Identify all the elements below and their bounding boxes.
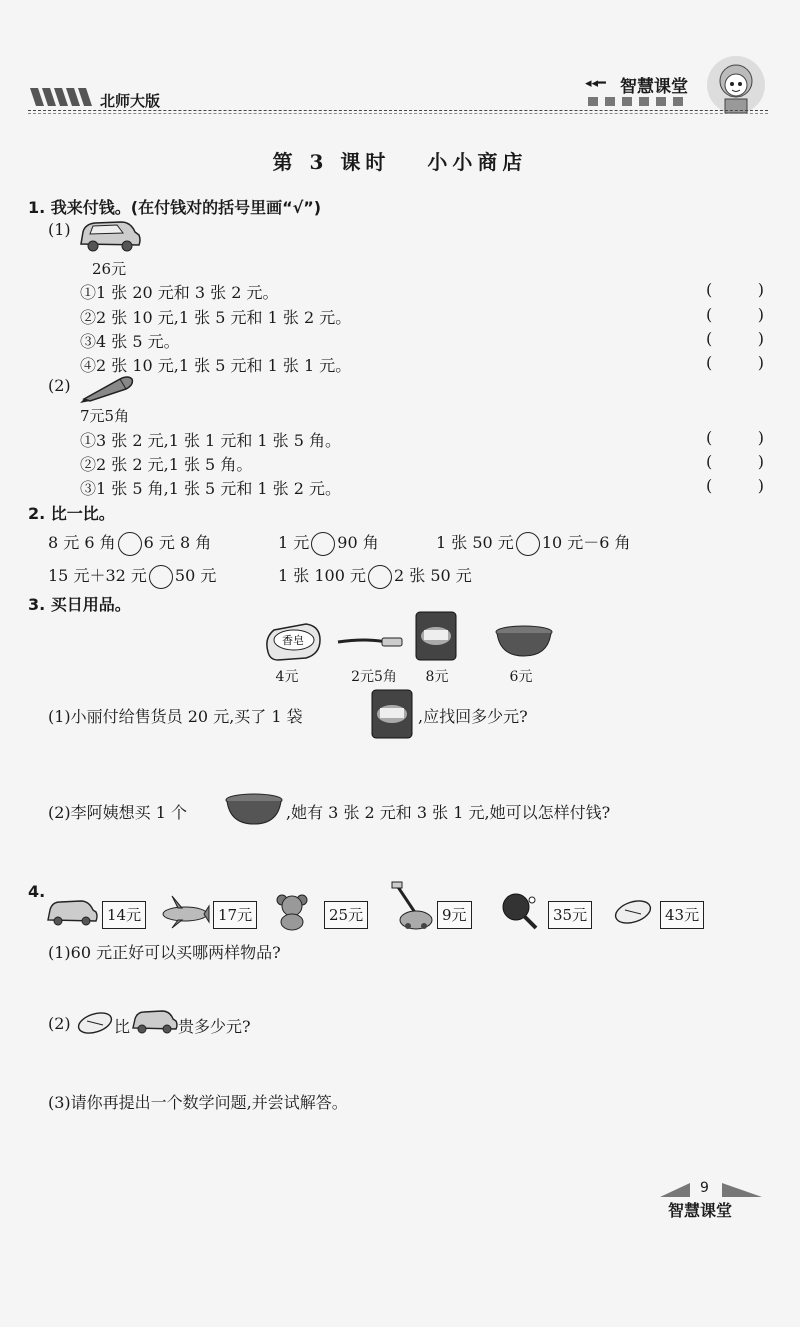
compare-item: 1 元 90 角 — [278, 530, 379, 556]
ping-pong-paddle-icon — [500, 892, 540, 932]
compare-circle[interactable] — [516, 532, 540, 556]
pen-icon — [80, 373, 136, 403]
washbasin-icon — [494, 624, 554, 660]
compare-circle[interactable] — [149, 565, 173, 589]
car-icon — [77, 218, 143, 254]
football-icon — [76, 1010, 114, 1036]
answer-parentheses[interactable]: ( ) — [706, 452, 764, 471]
toothbrush-price: 2元5角 — [351, 669, 397, 685]
football-icon — [613, 898, 653, 926]
detergent-price: 8元 — [425, 669, 449, 685]
toy-airplane-icon — [160, 894, 210, 930]
q1-p2-option: ①3 张 2 元,1 张 1 元和 1 张 5 角。 — [80, 431, 342, 450]
q1-p1-option: ③4 张 5 元。 — [80, 332, 180, 351]
vacuum-price-tag: 9元 — [437, 901, 472, 929]
paddle-price-tag: 35元 — [548, 901, 592, 929]
footer-brand: 智慧课堂 — [668, 1201, 733, 1220]
q1-p1-option: ②2 张 10 元,1 张 5 元和 1 张 2 元。 — [80, 308, 352, 327]
q4-sub3-text: (3)请你再提出一个数学问题,并尝试解答。 — [48, 1093, 348, 1112]
basin-price: 6元 — [509, 669, 533, 685]
q1-part1-number: (1) — [48, 220, 71, 239]
car-icon — [45, 898, 99, 928]
soap-label: 香皂 — [282, 634, 304, 647]
q2-heading: 2. 比一比。 — [28, 504, 115, 523]
q4-sub2-compare: 比 — [114, 1017, 131, 1036]
soap-price: 4元 — [275, 669, 299, 685]
lesson-title: 第 3 课时 小小商店 — [272, 150, 528, 174]
compare-item: 15 元＋32 元 50 元 — [48, 563, 216, 589]
q3-sub2-text-end: ,她有 3 张 2 元和 3 张 1 元,她可以怎样付钱? — [286, 803, 611, 822]
answer-parentheses[interactable]: ( ) — [706, 329, 764, 348]
edition-label: 北师大版 — [100, 92, 161, 110]
footer-left-triangle — [660, 1183, 690, 1197]
q4-heading: 4. — [28, 882, 46, 901]
header-stripes-decoration — [30, 88, 90, 106]
q1-p2-option: ③1 张 5 角,1 张 5 元和 1 张 2 元。 — [80, 479, 342, 498]
footer-right-triangle — [722, 1183, 762, 1197]
answer-parentheses[interactable]: ( ) — [706, 305, 764, 324]
car-price-tag: 14元 — [102, 901, 146, 929]
q1-part2-number: (2) — [48, 376, 71, 395]
car-icon — [130, 1008, 178, 1036]
answer-parentheses[interactable]: ( ) — [706, 476, 764, 495]
detergent-bag-icon — [370, 688, 414, 740]
answer-parentheses[interactable]: ( ) — [706, 280, 764, 299]
compare-circle[interactable] — [118, 532, 142, 556]
q1-heading: 1. 我来付钱。(在付钱对的括号里画“√”) — [28, 198, 322, 217]
page-number: 9 — [700, 1180, 709, 1196]
compare-circle[interactable] — [311, 532, 335, 556]
q4-sub2-text: 贵多少元? — [178, 1017, 251, 1036]
washbasin-icon — [224, 792, 284, 828]
car-price: 26元 — [92, 260, 127, 278]
compare-item: 1 张 50 元 10 元－6 角 — [436, 530, 631, 556]
q3-heading: 3. 买日用品。 — [28, 595, 131, 614]
detergent-bag-icon — [414, 610, 458, 662]
football-price-tag: 43元 — [660, 901, 704, 929]
soap-icon — [262, 618, 326, 664]
q3-sub2-text: (2)李阿姨想买 1 个 — [48, 803, 188, 822]
airplane-price-tag: 17元 — [213, 901, 257, 929]
toothbrush-icon — [336, 632, 406, 654]
compare-circle[interactable] — [368, 565, 392, 589]
q1-p1-option: ①1 张 20 元和 3 张 2 元。 — [80, 283, 279, 302]
header-rule-2 — [28, 113, 768, 114]
arrow-decoration-icon: ◂◂━ — [585, 76, 606, 91]
compare-item: 8 元 6 角 6 元 8 角 — [48, 530, 211, 556]
header-squares-decoration — [588, 97, 683, 106]
q3-sub1-text: (1)小丽付给售货员 20 元,买了 1 袋 — [48, 707, 303, 726]
bear-price-tag: 25元 — [324, 901, 368, 929]
compare-item: 1 张 100 元 2 张 50 元 — [278, 563, 472, 589]
teddy-bear-icon — [274, 893, 310, 931]
q1-p2-option: ②2 张 2 元,1 张 5 角。 — [80, 455, 253, 474]
pen-price: 7元5角 — [80, 407, 130, 425]
girl-mascot-icon — [705, 55, 767, 115]
answer-parentheses[interactable]: ( ) — [706, 428, 764, 447]
answer-parentheses[interactable]: ( ) — [706, 353, 764, 372]
header-brand: 智慧课堂 — [620, 77, 688, 97]
q3-sub1-text-end: ,应找回多少元? — [418, 707, 528, 726]
q4-sub1-text: (1)60 元正好可以买哪两样物品? — [48, 943, 281, 962]
header-rule — [28, 110, 768, 111]
toy-vacuum-icon — [390, 882, 434, 932]
q4-sub2-num: (2) — [48, 1014, 71, 1033]
q1-p1-option: ④2 张 10 元,1 张 5 元和 1 张 1 元。 — [80, 356, 352, 375]
